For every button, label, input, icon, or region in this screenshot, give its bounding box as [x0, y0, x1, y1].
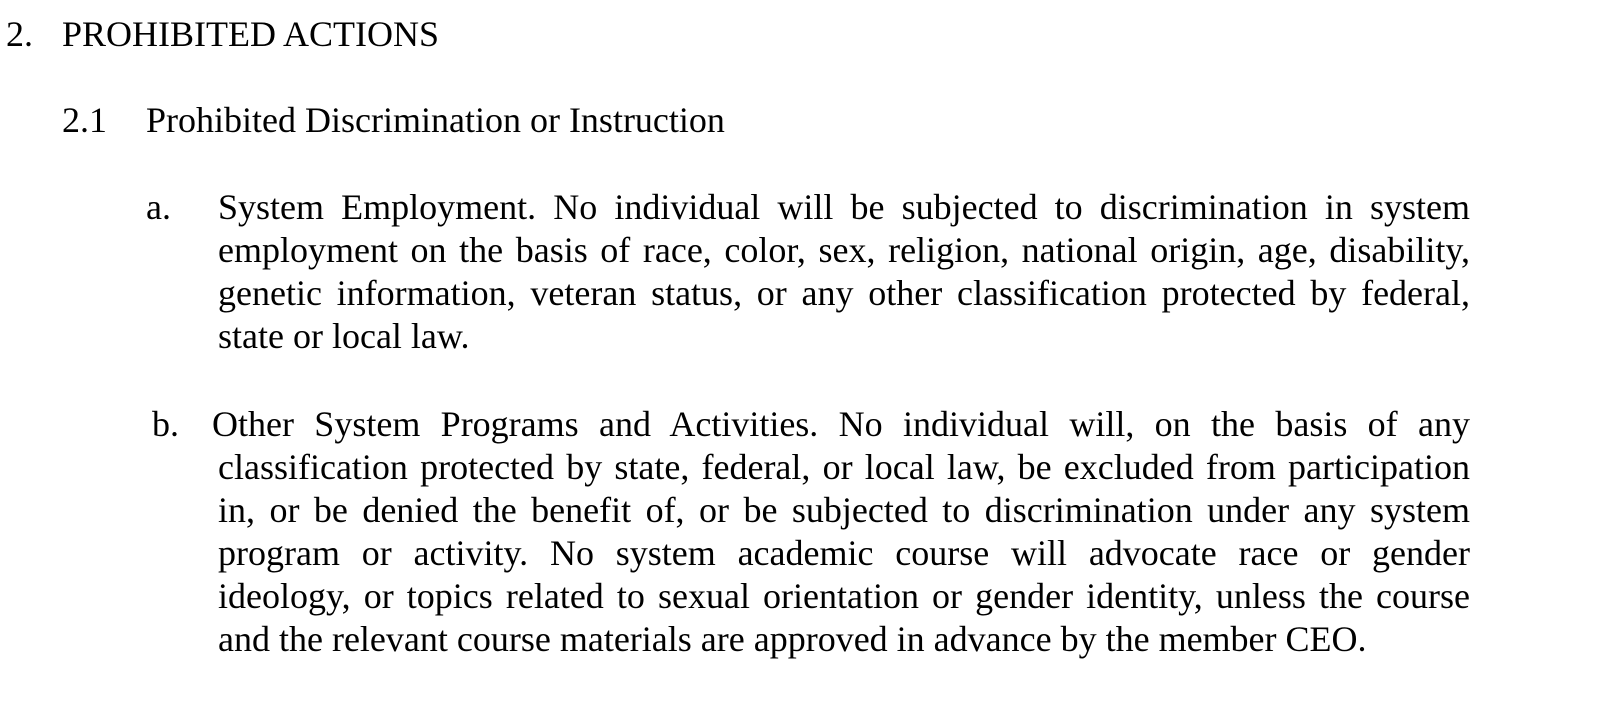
paragraph-line: classification protected by state, federal, or local law, be excluded from participation	[218, 447, 1470, 487]
subsection-number: 2.1	[62, 100, 107, 140]
paragraph-line: Other System Programs and Activities. No individual will, on the basis of any	[212, 404, 1470, 444]
list-item-body	[218, 186, 1470, 358]
section-number: 2.	[6, 14, 33, 54]
list-item-marker: a.	[146, 187, 171, 227]
paragraph-line: program or activity. No system academic course will advocate race or gender	[218, 533, 1470, 573]
paragraph-line: employment on the basis of race, color, sex, religion, national origin, age, disability,	[218, 230, 1470, 270]
section-title: PROHIBITED ACTIONS	[62, 14, 440, 54]
paragraph-line: ideology, or topics related to sexual orientation or gender identity, unless the course	[218, 576, 1470, 616]
paragraph-line: and the relevant course materials are approved in advance by the member CEO.	[218, 619, 1367, 659]
paragraph-line: System Employment. No individual will be subjected to discrimination in system	[218, 187, 1470, 227]
list-item-marker: b.	[152, 404, 179, 444]
paragraph-line: state or local law.	[218, 316, 470, 356]
paragraph-line: genetic information, veteran status, or any other classification protected by federal,	[218, 273, 1470, 313]
subsection-title: Prohibited Discrimination or Instruction	[146, 100, 725, 140]
paragraph-line: in, or be denied the benefit of, or be subjected to discrimination under any system	[218, 490, 1470, 530]
list-item-body	[212, 403, 1470, 661]
